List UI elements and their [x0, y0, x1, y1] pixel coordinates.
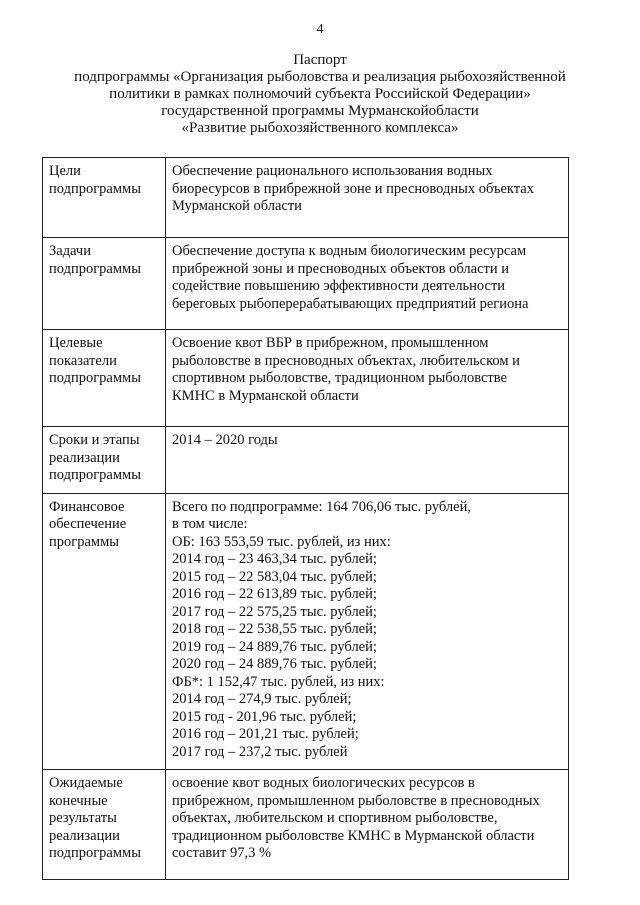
content-line: КМНС в Мурманской области	[172, 387, 359, 404]
content-line: содействие повышению эффективности деятельности	[172, 278, 506, 294]
content-line: Всего по подпрограмме: 164 706,06 тыс. рублей,	[172, 498, 471, 515]
row-label	[43, 238, 166, 330]
row-content	[166, 493, 569, 770]
label-line: Сроки и этапы	[49, 432, 140, 448]
passport-table	[42, 157, 569, 880]
content-line: 2019 год – 24 889,76 тыс. рублей;	[172, 638, 377, 655]
label-line: Целевые	[49, 335, 103, 351]
content-line: 2014 год – 23 463,34 тыс. рублей;	[172, 551, 377, 567]
content-line: в том числе:	[172, 516, 248, 532]
content-line: 2016 год – 201,21 тыс. рублей;	[172, 726, 359, 742]
row-label	[43, 158, 166, 238]
content-line: традиционном рыболовстве КМНС в Мурманской области	[172, 827, 535, 844]
row-content	[166, 427, 569, 494]
table-row	[43, 427, 569, 494]
row-label	[43, 330, 166, 427]
page-number: 4	[316, 22, 324, 37]
content-line: спортивном рыболовстве, традиционном рыболовстве	[172, 370, 507, 386]
row-content	[166, 330, 569, 427]
content-line: прибрежном, промышленном рыболовстве в пресноводных	[172, 792, 540, 809]
label-line: программы	[49, 533, 119, 550]
table-row	[43, 493, 569, 770]
label-line: реализации	[49, 449, 120, 466]
label-line: Ожидаемые	[49, 775, 123, 791]
label-line: подпрограммы	[49, 180, 141, 197]
heading-line: Паспорт	[293, 52, 347, 68]
heading-line: политики в рамках полномочий субъекта Российской Федерации»	[109, 86, 531, 102]
heading-line: «Развитие рыбохозяйственного комплекса»	[181, 120, 459, 136]
content-line: 2017 год – 237,2 тыс. рублей	[172, 743, 348, 760]
label-line: обеспечение	[49, 516, 127, 532]
content-line: прибрежной зоны и пресноводных объектов области и	[172, 260, 510, 277]
row-label	[43, 493, 166, 770]
heading-line: подпрограммы «Организация рыболовства и реализация рыбохозяйственной	[74, 69, 566, 85]
document-heading	[0, 52, 640, 137]
content-line: 2015 год – 22 583,04 тыс. рублей;	[172, 568, 377, 585]
table-row	[43, 238, 569, 330]
label-line: показатели	[49, 352, 117, 369]
content-line: биоресурсов в прибрежной зоне и пресноводных объектах	[172, 180, 534, 197]
label-line: Задачи	[49, 243, 91, 259]
label-line: подпрограммы	[49, 467, 141, 483]
row-label	[43, 427, 166, 494]
content-line: 2015 год - 201,96 тыс. рублей;	[172, 708, 357, 725]
content-line: 2020 год – 24 889,76 тыс. рублей;	[172, 656, 377, 672]
content-line: ФБ*: 1 152,47 тыс. рублей, из них:	[172, 673, 385, 690]
row-content	[166, 158, 569, 238]
row-content	[166, 238, 569, 330]
content-line: Освоение квот ВБР в прибрежном, промышленном	[172, 335, 489, 351]
content-line: 2014 год – 274,9 тыс. рублей;	[172, 691, 352, 707]
content-line: береговых рыбоперерабатывающих предприятий региона	[172, 295, 529, 312]
label-line: подпрограммы	[49, 845, 141, 861]
content-line: ОБ: 163 553,59 тыс. рублей, из них:	[172, 533, 391, 550]
label-line: подпрограммы	[49, 370, 141, 386]
table-row	[43, 770, 569, 880]
content-line: Мурманской области	[172, 198, 302, 214]
table-row	[43, 330, 569, 427]
label-line: подпрограммы	[49, 260, 141, 277]
content-line: Обеспечение доступа к водным биологическим ресурсам	[172, 243, 527, 259]
table-row	[43, 158, 569, 238]
label-line: Финансовое	[49, 498, 125, 515]
content-line: 2016 год – 22 613,89 тыс. рублей;	[172, 586, 377, 602]
content-line: 2018 год – 22 538,55 тыс. рублей;	[172, 621, 377, 637]
content-line: рыболовстве в пресноводных объектах, любительском и	[172, 352, 520, 369]
label-line: результаты	[49, 810, 117, 826]
row-label	[43, 770, 166, 880]
content-line: объектах, любительском и спортивном рыболовстве,	[172, 810, 498, 826]
heading-line: государственной программы Мурманскойобласти	[161, 103, 479, 119]
label-line: Цели	[49, 163, 81, 179]
label-line: конечные	[49, 792, 108, 809]
content-line: 2017 год – 22 575,25 тыс. рублей;	[172, 603, 377, 620]
content-line: освоение квот водных биологических ресурсов в	[172, 775, 475, 791]
label-line: реализации	[49, 827, 120, 844]
content-line: 2014 – 2020 годы	[172, 432, 278, 448]
content-line: Обеспечение рационального использования водных	[172, 163, 493, 179]
content-line: составит 97,3 %	[172, 845, 272, 861]
row-content	[166, 770, 569, 880]
